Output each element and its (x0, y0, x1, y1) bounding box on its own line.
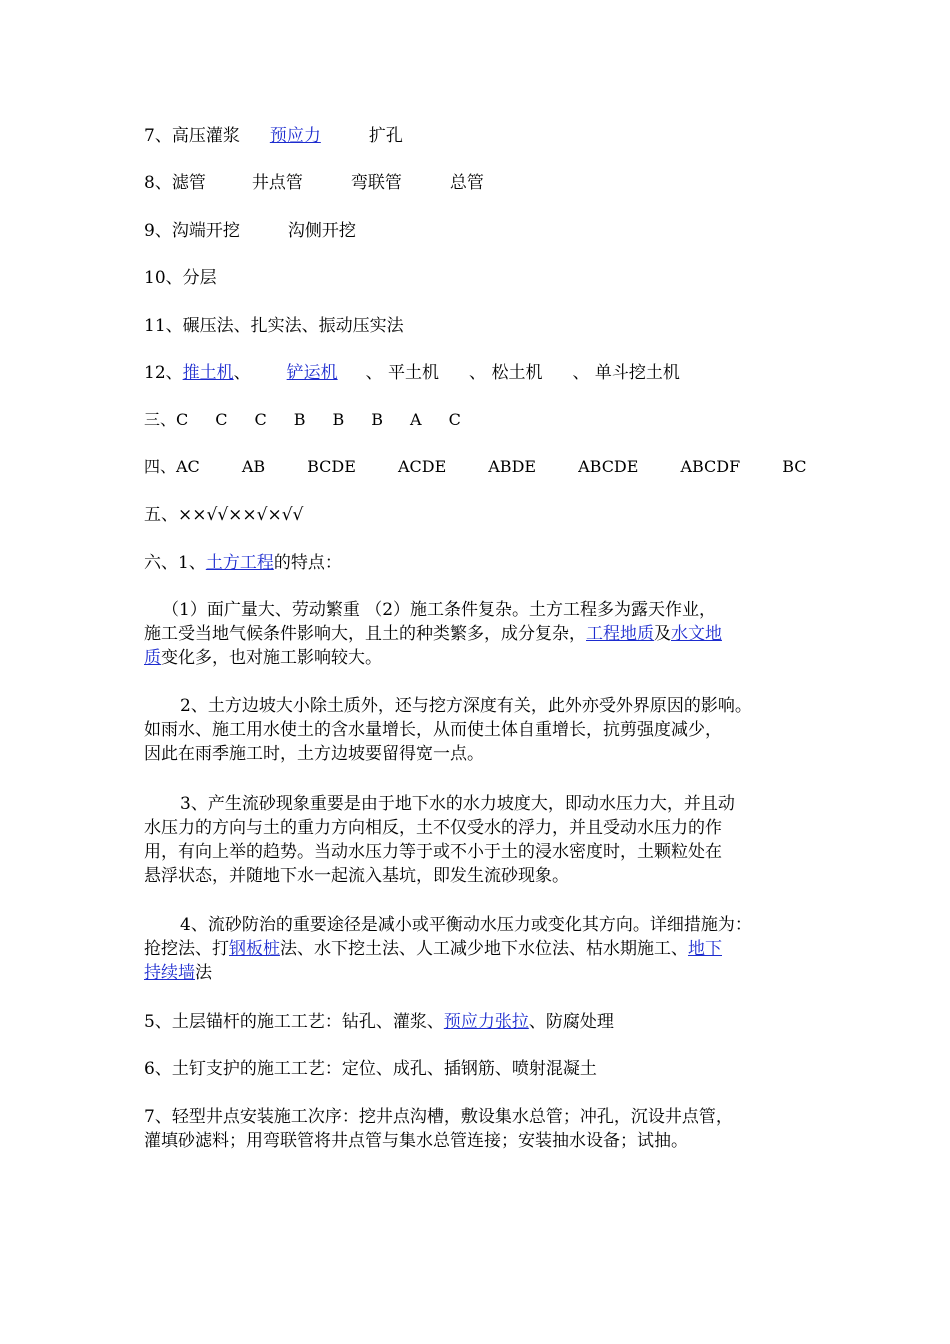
link-prestress[interactable]: 预应力 (269, 126, 321, 146)
link-earthwork[interactable]: 土方工程 (205, 553, 274, 573)
link-bulldozer[interactable]: 推土机 (182, 363, 234, 383)
paragraph-6: 6、土钉支护的施工工艺：定位、成孔、插钢筋、喷射混凝土 (144, 1059, 597, 1079)
link-prestress-tension[interactable]: 预应力张拉 (443, 1012, 529, 1032)
link-hydrogeology-cont[interactable]: 质 (144, 648, 161, 668)
answer-line-8: 8、滤管 井点管 弯联管 总管 (144, 173, 484, 193)
answer-line-10: 10、分层 (144, 268, 217, 288)
paragraph-7: 7、轻型井点安装施工次序：挖井点沟槽，敷设集水总管；冲孔，沉设井点管， 灌填砂滤料；用弯联管将井点管与集水总管连接；安装抽水设备；试抽。 (144, 1107, 733, 1151)
paragraph-2: 2、土方边坡大小除土质外，还与挖方深度有关，此外亦受外界原因的影响。 如雨水、施工用水使土的含水量增长，从而使土体自重增长，抗剪强度减少， 因此在雨季施工时，土方边坡要留得宽一点。 (144, 696, 752, 764)
paragraph-4: 4、流砂防治的重要途径是减小或平衡动水压力或变化其方向。详细措施为： 抢挖法、打钢板桩法、水下挖土法、人工减少地下水位法、枯水期施工、地下 持续墙法 (144, 915, 752, 983)
answer-line-12: 12、推土机、 铲运机 、 平土机 、 松土机 、 单斗挖土机 (144, 363, 680, 383)
answer-line-7: 7、高压灌浆 预应力 扩孔 (144, 126, 403, 146)
section-6-heading: 六、1、土方工程的特点： (144, 553, 342, 573)
link-engineering-geology[interactable]: 工程地质 (586, 624, 654, 644)
paragraph-3: 3、产生流砂现象重要是由于地下水的水力坡度大，即动水压力大，并且动 水压力的方向与土的重力方向相反，土不仅受水的浮力，并且受动水压力的作 用，有向上举的趋势。当动水压力等于或不小于土的浸水密度时，土颗粒处在 悬浮状态，并随地下水一起流入基坑，即发生流砂现象。 (144, 794, 735, 886)
section-3-answers: 三、C C C B B B A C (144, 410, 461, 429)
link-steel-sheet-pile[interactable]: 钢板桩 (229, 939, 280, 959)
link-hydrogeology[interactable]: 水文地 (671, 624, 722, 644)
paragraph-5: 5、土层锚杆的施工工艺：钻孔、灌浆、预应力张拉、防腐处理 (144, 1012, 614, 1032)
answer-line-11: 11、碾压法、扎实法、振动压实法 (144, 316, 404, 336)
link-diaphragm-wall[interactable]: 地下 (688, 939, 722, 959)
paragraph-1: （1）面广量大、劳动繁重 （2）施工条件复杂。土方工程多为露天作业， 施工受当地气候条件影响大，且土的种类繁多，成分复杂，工程地质及水文地 质变化多，也对施工影响较大。 (144, 600, 722, 668)
link-diaphragm-wall-cont[interactable]: 持续墙 (144, 963, 195, 983)
answer-line-9: 9、沟端开挖 沟侧开挖 (144, 221, 356, 241)
section-4-answers: 四、AC AB BCDE ACDE ABDE ABCDE ABCDF BC (144, 457, 807, 476)
section-5-answers: 五、××√√××√×√√ (144, 505, 304, 525)
link-scraper[interactable]: 铲运机 (286, 363, 338, 383)
